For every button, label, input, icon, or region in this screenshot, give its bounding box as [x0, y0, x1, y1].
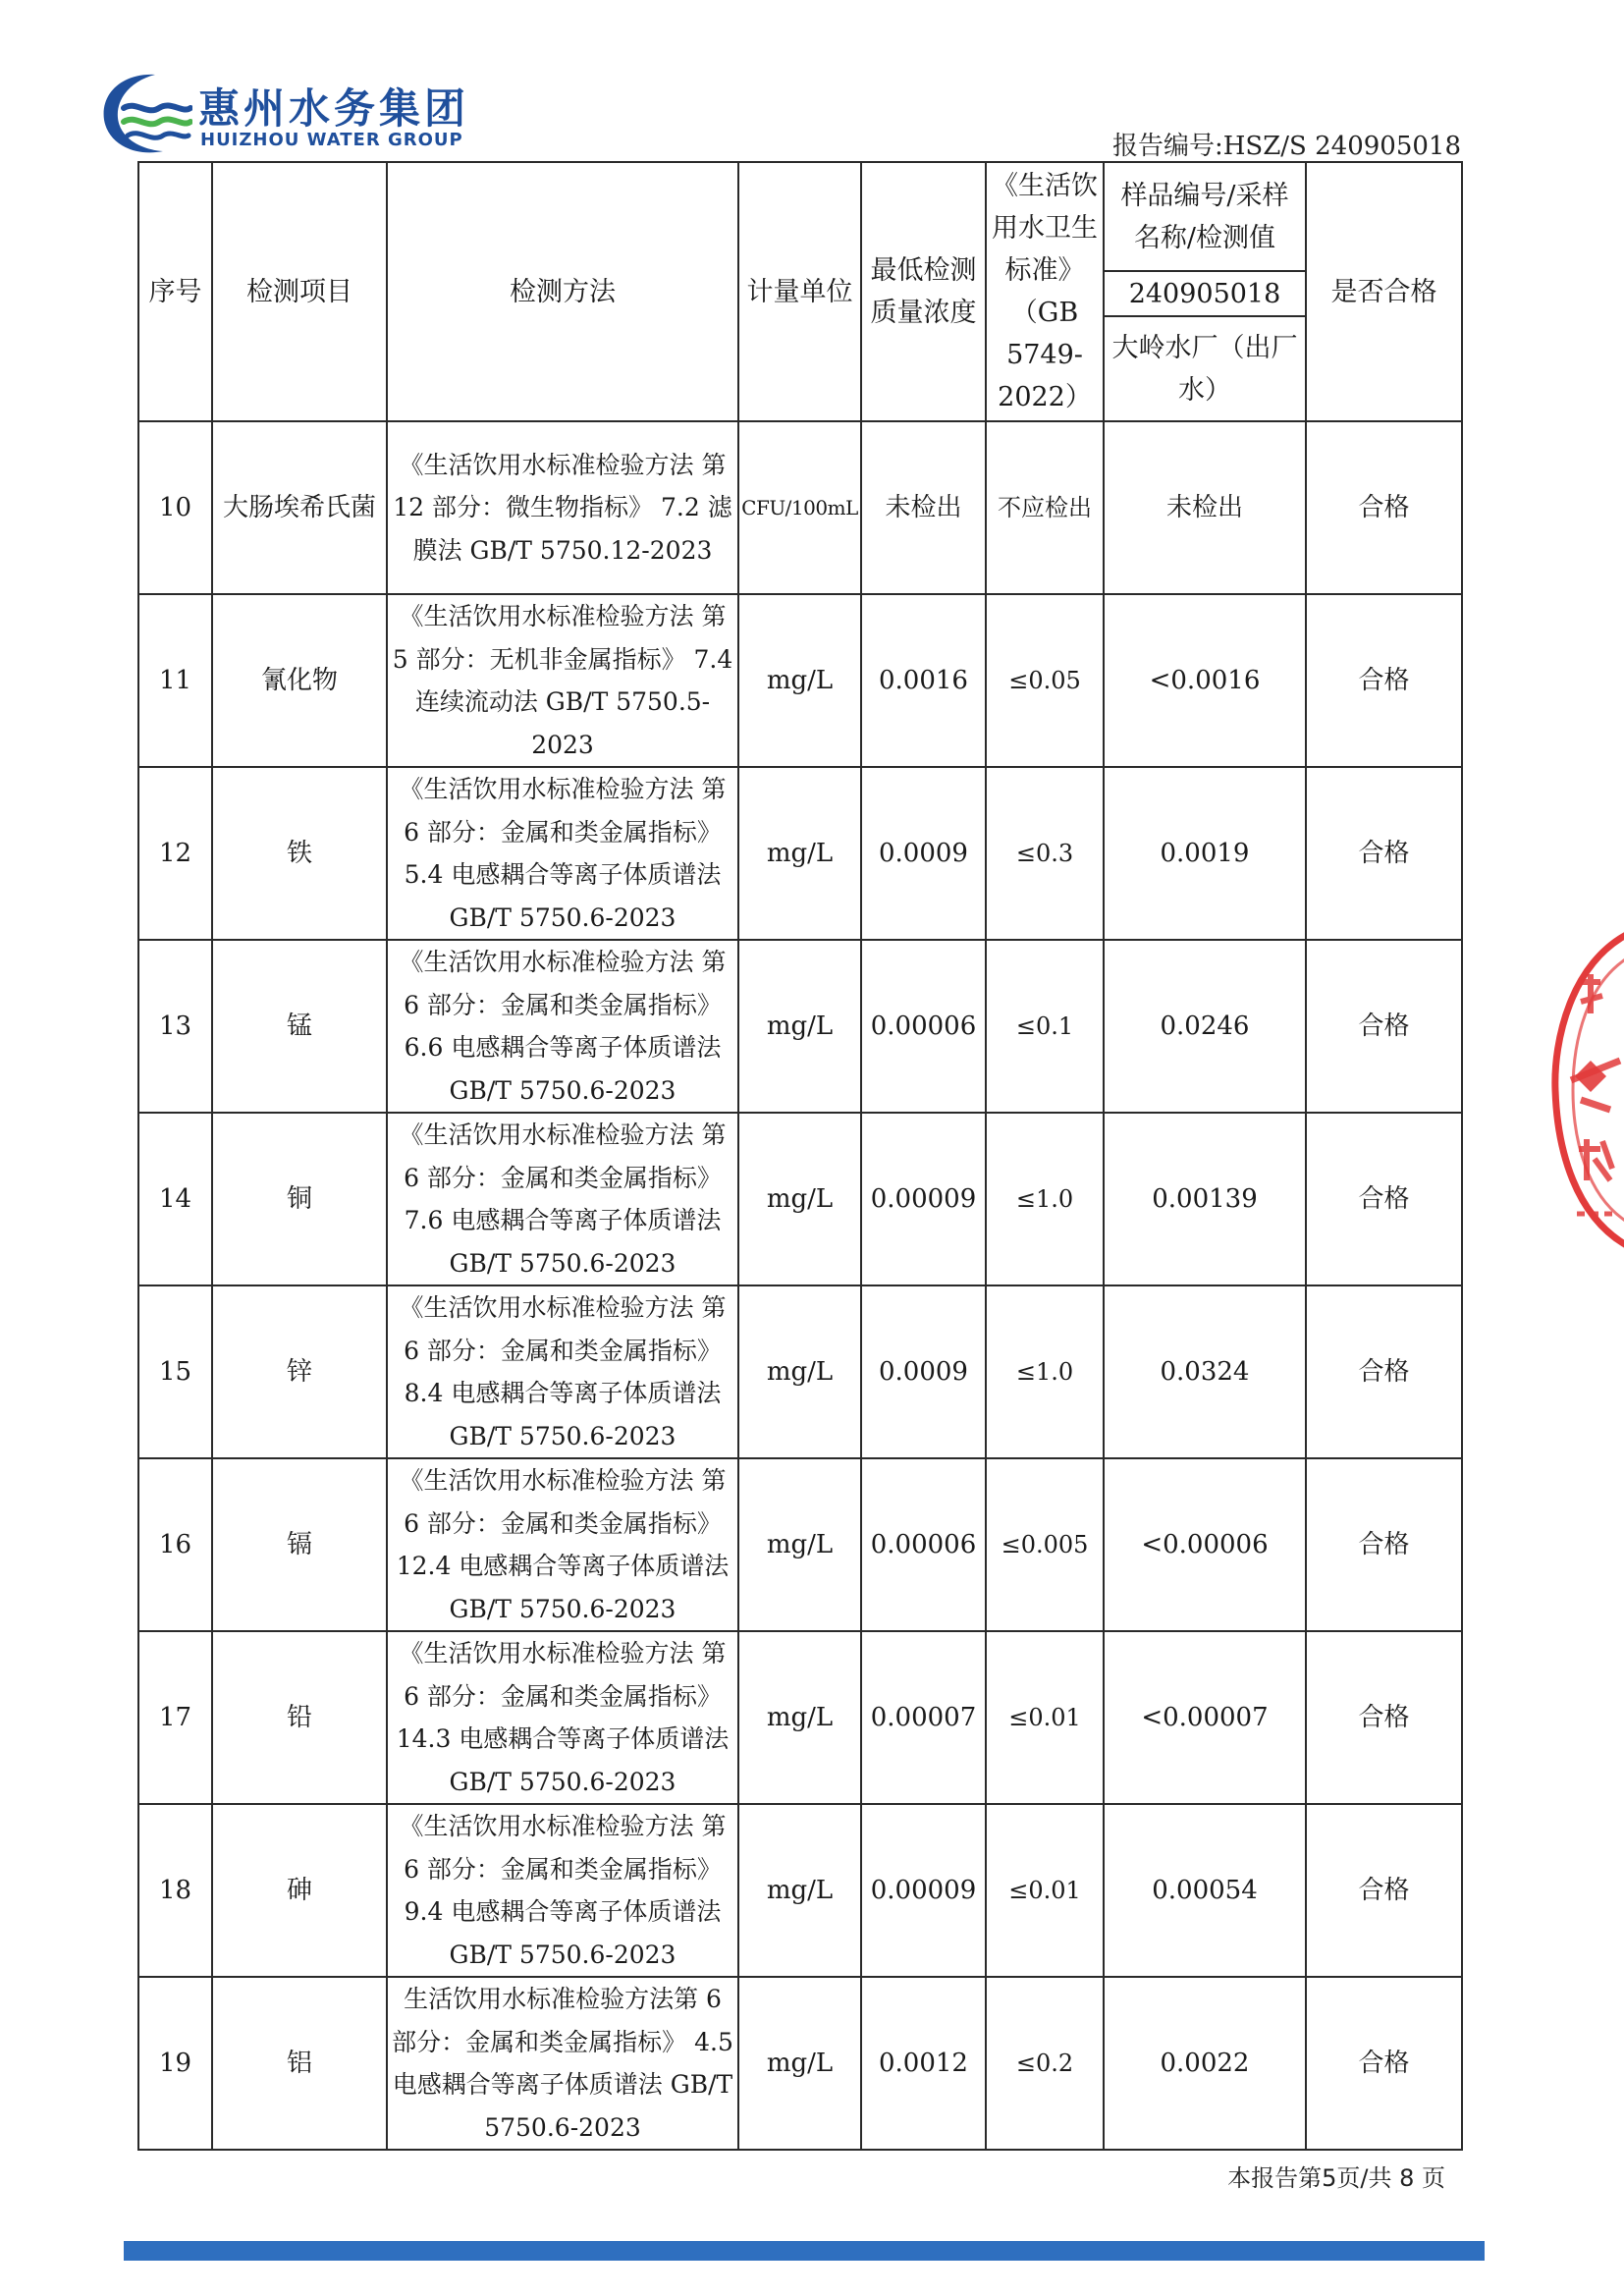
cell-standard: ≤0.01: [986, 1631, 1104, 1804]
cell-unit: mg/L: [738, 594, 861, 767]
cell-unit: mg/L: [738, 1631, 861, 1804]
cell-standard: ≤0.005: [986, 1458, 1104, 1631]
cell-unit: mg/L: [738, 1113, 861, 1285]
cell-value: <0.00007: [1104, 1631, 1306, 1804]
cell-standard: ≤0.05: [986, 594, 1104, 767]
cell-standard: 不应检出: [986, 421, 1104, 594]
red-seal-stamp: [1551, 923, 1624, 1257]
header-seq: 序号: [138, 162, 212, 421]
cell-verdict: 合格: [1306, 1804, 1462, 1977]
table-row: [138, 1113, 1462, 1285]
cell-verdict: 合格: [1306, 421, 1462, 594]
cell-min-conc: 0.0016: [861, 594, 986, 767]
cell-standard: ≤1.0: [986, 1113, 1104, 1285]
cell-seq: 19: [138, 1977, 212, 2150]
cell-item: 锰: [212, 940, 387, 1113]
cell-seq: 16: [138, 1458, 212, 1631]
cell-item: 锌: [212, 1285, 387, 1458]
cell-seq: 14: [138, 1113, 212, 1285]
page-number: 本报告第5页/共 8 页: [1227, 2164, 1445, 2192]
cell-verdict: 合格: [1306, 1631, 1462, 1804]
table-row: [138, 594, 1462, 767]
table-row: [138, 1458, 1462, 1631]
cell-item: 铝: [212, 1977, 387, 2150]
cell-standard: ≤0.01: [986, 1804, 1104, 1977]
cell-item: 铁: [212, 767, 387, 940]
cell-unit: mg/L: [738, 767, 861, 940]
cell-verdict: 合格: [1306, 1113, 1462, 1285]
table-row: [138, 1804, 1462, 1977]
cell-value: 0.0246: [1104, 940, 1306, 1113]
cell-unit: mg/L: [738, 1804, 861, 1977]
cell-unit: mg/L: [738, 940, 861, 1113]
cell-item: 铅: [212, 1631, 387, 1804]
cell-seq: 12: [138, 767, 212, 940]
cell-standard: ≤0.3: [986, 767, 1104, 940]
test-results-table: [137, 161, 1463, 2151]
cell-method: 《生活饮用水标准检验方法 第 6 部分：金属和类金属指标》5.4 电感耦合等离子体质谱法 GB/T 5750.6-2023: [387, 767, 738, 940]
table-row: [138, 940, 1462, 1113]
cell-min-conc: 0.0009: [861, 1285, 986, 1458]
cell-verdict: 合格: [1306, 1285, 1462, 1458]
table-row: [138, 1977, 1462, 2150]
header-sample-group: 样品编号/采样名称/检测值: [1104, 162, 1306, 271]
cell-value: <0.0016: [1104, 594, 1306, 767]
cell-seq: 17: [138, 1631, 212, 1804]
cell-method: 《生活饮用水标准检验方法 第 5 部分：无机非金属指标》 7.4 连续流动法 GB/T 5750.5-2023: [387, 594, 738, 767]
cell-method: 生活饮用水标准检验方法第 6 部分：金属和类金属指标》 4.5 电感耦合等离子体质谱法 GB/T 5750.6-2023: [387, 1977, 738, 2150]
cell-item: 铜: [212, 1113, 387, 1285]
cell-seq: 11: [138, 594, 212, 767]
cell-value: <0.00006: [1104, 1458, 1306, 1631]
cell-seq: 10: [138, 421, 212, 594]
cell-method: 《生活饮用水标准检验方法 第 6 部分：金属和类金属指标》12.4 电感耦合等离子体质谱法 GB/T 5750.6-2023: [387, 1458, 738, 1631]
cell-verdict: 合格: [1306, 1977, 1462, 2150]
cell-item: 氰化物: [212, 594, 387, 767]
cell-item: 镉: [212, 1458, 387, 1631]
cell-verdict: 合格: [1306, 940, 1462, 1113]
cell-unit: mg/L: [738, 1285, 861, 1458]
cell-min-conc: 0.00006: [861, 1458, 986, 1631]
cell-method: 《生活饮用水标准检验方法 第 6 部分：金属和类金属指标》7.6 电感耦合等离子体质谱法 GB/T 5750.6-2023: [387, 1113, 738, 1285]
header-verdict: 是否合格: [1306, 162, 1462, 421]
cell-min-conc: 0.00009: [861, 1113, 986, 1285]
cell-value: 0.0019: [1104, 767, 1306, 940]
table-row: [138, 421, 1462, 594]
company-name-en: HUIZHOU WATER GROUP: [200, 130, 463, 150]
cell-unit: mg/L: [738, 1977, 861, 2150]
table-row: [138, 1631, 1462, 1804]
cell-min-conc: 0.0009: [861, 767, 986, 940]
table-row: [138, 1285, 1462, 1458]
cell-verdict: 合格: [1306, 594, 1462, 767]
table-row: [138, 767, 1462, 940]
cell-min-conc: 0.00009: [861, 1804, 986, 1977]
cell-min-conc: 0.0012: [861, 1977, 986, 2150]
header-method: 检测方法: [387, 162, 738, 421]
cell-method: 《生活饮用水标准检验方法 第 6 部分：金属和类金属指标》8.4 电感耦合等离子体质谱法 GB/T 5750.6-2023: [387, 1285, 738, 1458]
cell-standard: ≤0.2: [986, 1977, 1104, 2150]
cell-seq: 18: [138, 1804, 212, 1977]
water-wave-logo-icon: [94, 69, 192, 159]
table-header-row: [138, 162, 1462, 271]
cell-item: 大肠埃希氏菌: [212, 421, 387, 594]
company-name-cn: 惠州水务集团: [198, 84, 470, 133]
cell-method: 《生活饮用水标准检验方法 第 12 部分：微生物指标》 7.2 滤膜法 GB/T 5750.12-2023: [387, 421, 738, 594]
cell-min-conc: 0.00007: [861, 1631, 986, 1804]
cell-method: 《生活饮用水标准检验方法 第 6 部分：金属和类金属指标》14.3 电感耦合等离子体质谱法 GB/T 5750.6-2023: [387, 1631, 738, 1804]
cell-seq: 15: [138, 1285, 212, 1458]
cell-method: 《生活饮用水标准检验方法 第 6 部分：金属和类金属指标》6.6 电感耦合等离子体质谱法 GB/T 5750.6-2023: [387, 940, 738, 1113]
header-sample-no: 240905018: [1104, 271, 1306, 316]
cell-value: 0.0022: [1104, 1977, 1306, 2150]
footer-bar: [124, 2241, 1485, 2261]
cell-standard: ≤1.0: [986, 1285, 1104, 1458]
cell-verdict: 合格: [1306, 1458, 1462, 1631]
header-min-conc: 最低检测质量浓度: [861, 162, 986, 421]
cell-item: 砷: [212, 1804, 387, 1977]
cell-seq: 13: [138, 940, 212, 1113]
cell-value: 0.0324: [1104, 1285, 1306, 1458]
cell-standard: ≤0.1: [986, 940, 1104, 1113]
cell-value: 未检出: [1104, 421, 1306, 594]
cell-value: 0.00139: [1104, 1113, 1306, 1285]
header-sample-name: 大岭水厂（出厂水）: [1104, 316, 1306, 421]
company-logo: [94, 69, 470, 159]
cell-method: 《生活饮用水标准检验方法 第 6 部分：金属和类金属指标》9.4 电感耦合等离子体质谱法 GB/T 5750.6-2023: [387, 1804, 738, 1977]
cell-verdict: 合格: [1306, 767, 1462, 940]
header-unit: 计量单位: [738, 162, 861, 421]
report-number: 报告编号:HSZ/S 240905018: [1111, 132, 1461, 161]
cell-min-conc: 未检出: [861, 421, 986, 594]
cell-unit: mg/L: [738, 1458, 861, 1631]
cell-value: 0.00054: [1104, 1804, 1306, 1977]
cell-unit: CFU/100mL: [738, 421, 861, 594]
cell-min-conc: 0.00006: [861, 940, 986, 1113]
header-standard: 《生活饮用水卫生标准》（GB 5749-2022）: [986, 162, 1104, 421]
header-item: 检测项目: [212, 162, 387, 421]
